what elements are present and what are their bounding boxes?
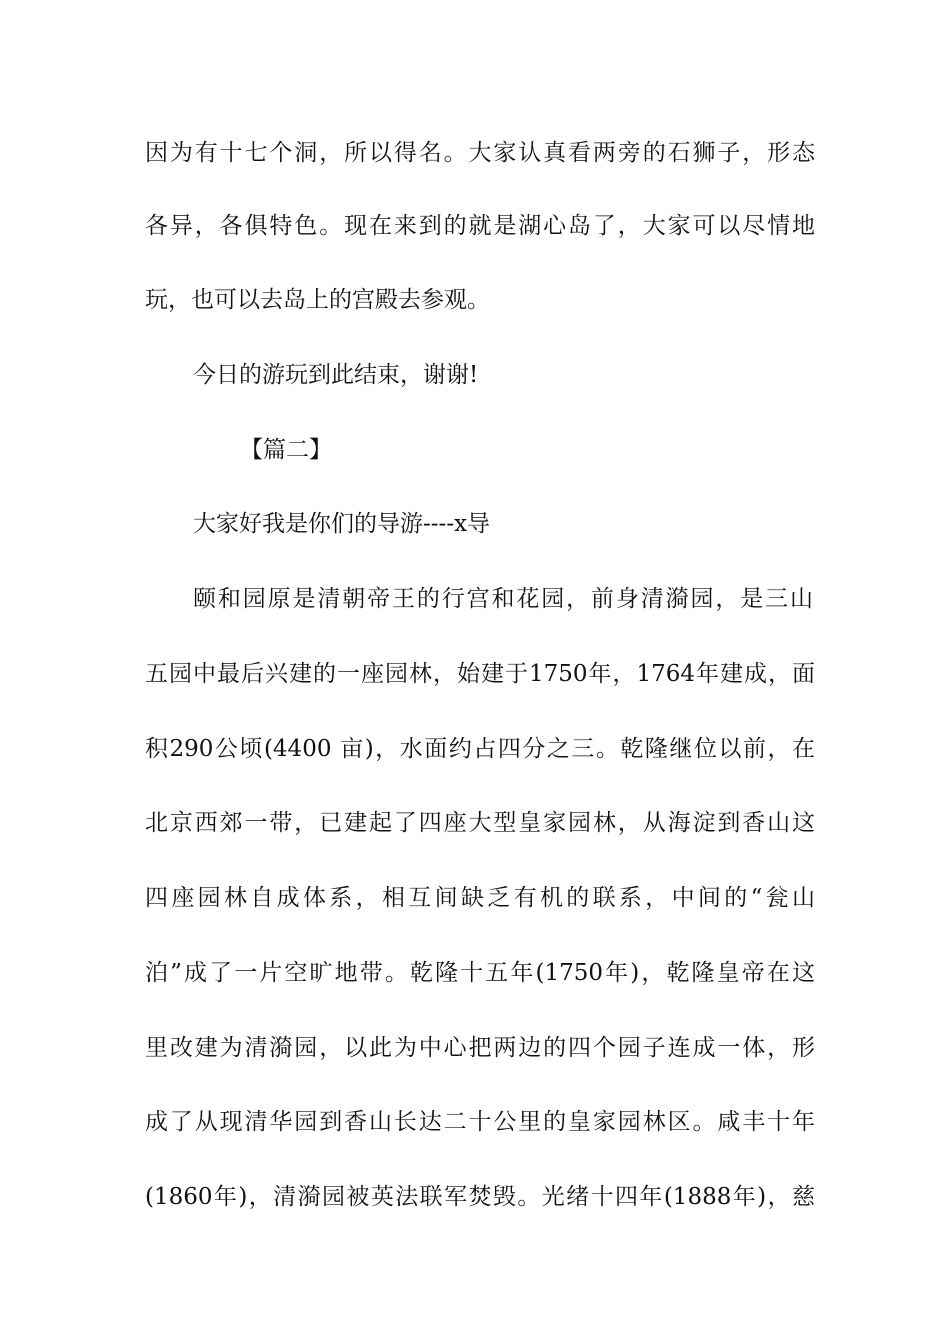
text-line: 里改建为清漪园，以此为中心把两边的四个园子连成一体，形 bbox=[145, 1035, 815, 1061]
text-line: 各异，各俱特色。现在来到的就是湖心岛了，大家可以尽情地 bbox=[145, 213, 815, 239]
text-line: 今日的游玩到此结束，谢谢! bbox=[193, 362, 479, 388]
text-line: 颐和园原是清朝帝王的行宫和花园，前身清漪园，是三山 bbox=[193, 586, 813, 612]
text-line: 成了从现清华园到香山长达二十公里的皇家园林区。咸丰十年 bbox=[145, 1109, 815, 1135]
text-line: (1860年)，清漪园被英法联军焚毁。光绪十四年(1888年)，慈 bbox=[145, 1184, 815, 1210]
text-line: 五园中最后兴建的一座园林，始建于1750年，1764年建成，面 bbox=[145, 661, 815, 687]
text-line: 玩，也可以去岛上的宫殿去参观。 bbox=[145, 287, 490, 313]
text-line: 因为有十七个洞，所以得名。大家认真看两旁的石狮子，形态 bbox=[145, 140, 815, 166]
text-line: 四座园林自成体系，相互间缺乏有机的联系，中间的“瓮山 bbox=[145, 885, 815, 911]
section-heading: 【篇二】 bbox=[240, 437, 332, 463]
text-line: 大家好我是你们的导游----x导 bbox=[193, 511, 491, 537]
text-line: 泊”成了一片空旷地带。乾隆十五年(1750年)，乾隆皇帝在这 bbox=[145, 960, 815, 986]
text-line: 北京西郊一带，已建起了四座大型皇家园林，从海淀到香山这 bbox=[145, 810, 815, 836]
text-line: 积290公顷(4400 亩)，水面约占四分之三。乾隆继位以前，在 bbox=[145, 736, 815, 762]
